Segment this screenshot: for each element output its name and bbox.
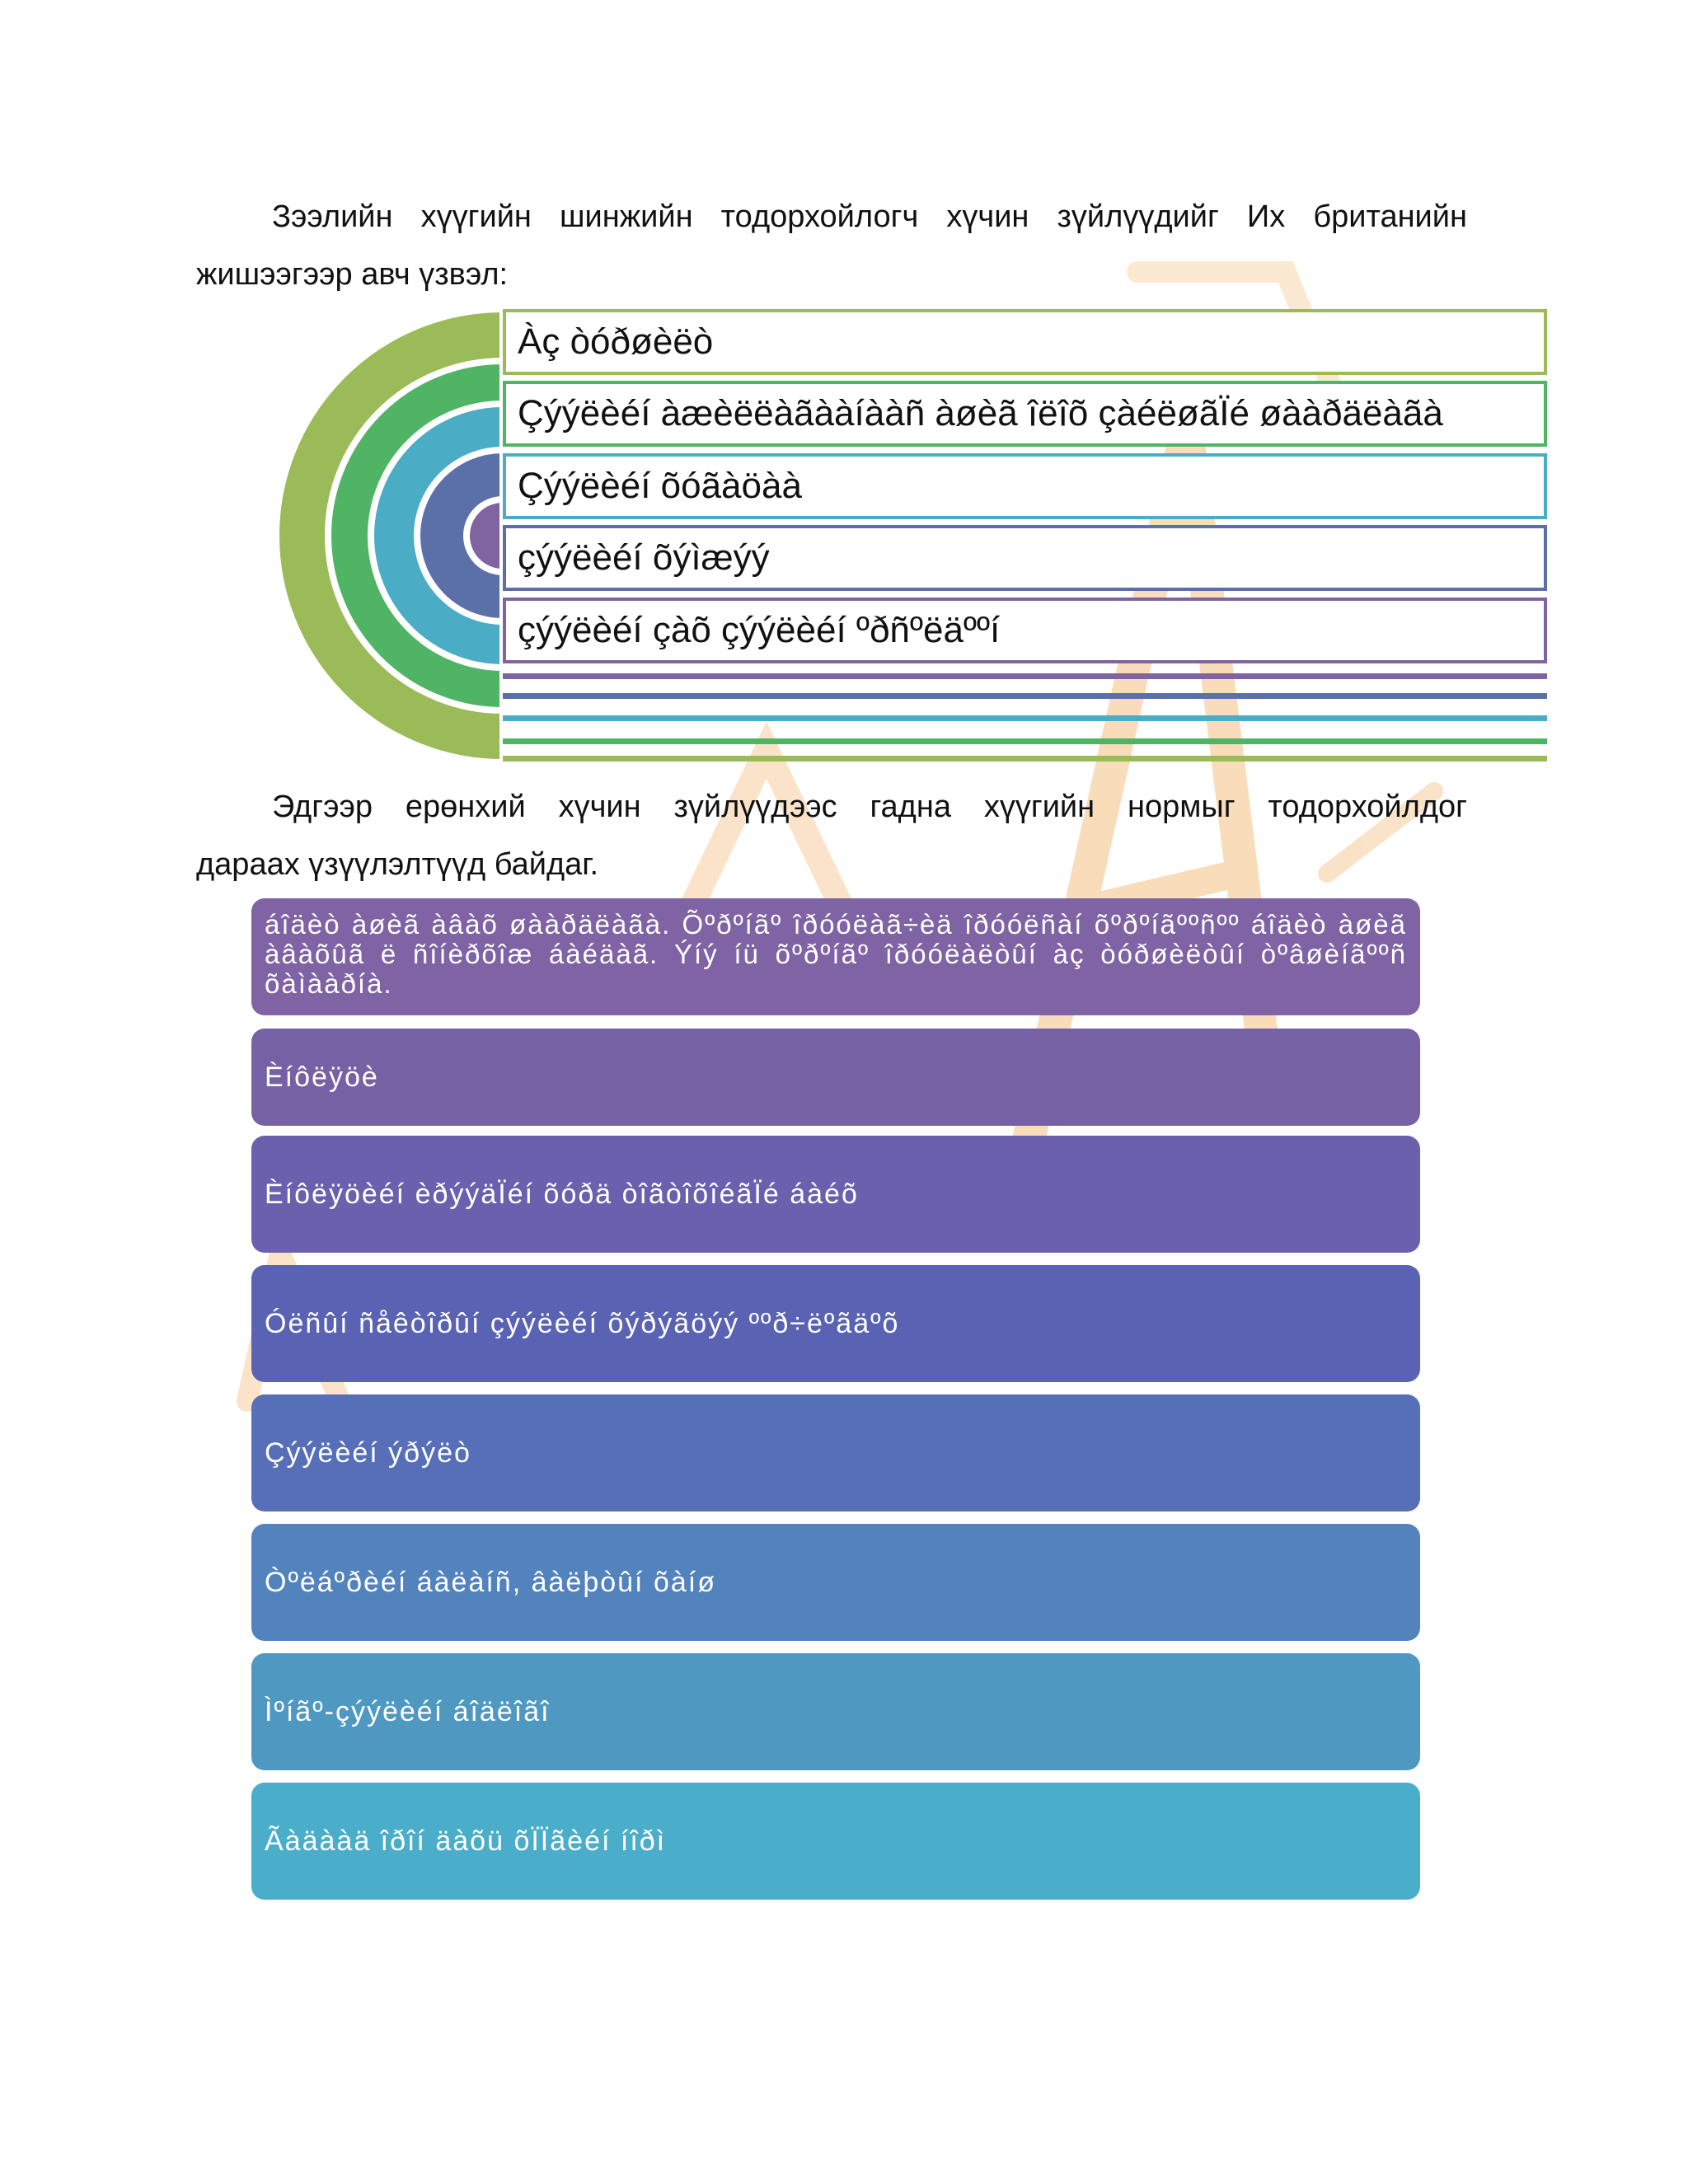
list-item: Òºëáºðèéí áàëàíñ, âàëþòûí õàíø	[251, 1524, 1420, 1641]
list-item: Óëñûí ñåêòîðûí çýýëèéí õýðýãöýý ººð÷ëºãäºõ	[251, 1265, 1420, 1382]
list-item: Ãàäààä îðîí äàõü õЇЇãèéí íîðì	[251, 1783, 1420, 1900]
list-item: Èíôëÿöèéí èðýýäЇéí õóðä òîãòîõîéãЇé áàéõ	[251, 1136, 1420, 1253]
intro-paragraph-line2: жишээгээр авч үзвэл:	[196, 257, 509, 292]
determinants-diagram	[0, 0, 1688, 791]
band-line-1	[503, 756, 1547, 762]
followup-paragraph	[196, 778, 1467, 893]
layer-box-1: Àç òóðøèëò	[503, 309, 1547, 375]
list-item: Ìºíãº-çýýëèéí áîäëîãî	[251, 1653, 1420, 1770]
band-line-3	[503, 715, 1547, 721]
layer-box-2: Çýýëèéí àæèëëàãààíààñ àøèã îëîõ çàéëøãЇé øààðäëàãà	[503, 381, 1547, 447]
list-item: áîäèò àøèã àâàõ øààðäëàãà. Õºðºíãº îðóóëàã÷èä îðóóëñàí õºðºíãººñºº áîäèò àøèã àâàõûã ë ñîíèðõîæ áàéäàã. Ýíý íü õºðºíãº îðóóëàëòûí àç òóðøèëòûí òºâøèíãººñ õàìààðíà.	[251, 898, 1420, 1015]
followup-paragraph-line2: дараах үзүүлэлтүүд байдаг.	[196, 847, 599, 882]
band-line-2	[503, 738, 1547, 744]
list-item: Çýýëèéí ýðýëò	[251, 1394, 1420, 1511]
intro-paragraph-line1: Зээлийн хүүгийн шинжийн тодорхойлогч хүчин зүйлүүдийг Их британийн	[272, 199, 1467, 234]
band-line-5	[503, 673, 1547, 679]
followup-paragraph-line1: Эдгээр ерөнхий хүчин зүйлүүдээс гадна хүүгийн нормыг тодорхойлдог	[272, 790, 1467, 824]
layer-box-5: çýýëèéí çàõ çýýëèéí ºðñºëäººí	[503, 598, 1547, 663]
layer-box-3: Çýýëèéí õóãàöàà	[503, 453, 1547, 519]
layer-box-4: çýýëèéí õýìæýý	[503, 525, 1547, 591]
band-line-4	[503, 693, 1547, 699]
list-item: Èíôëÿöè	[251, 1029, 1420, 1126]
